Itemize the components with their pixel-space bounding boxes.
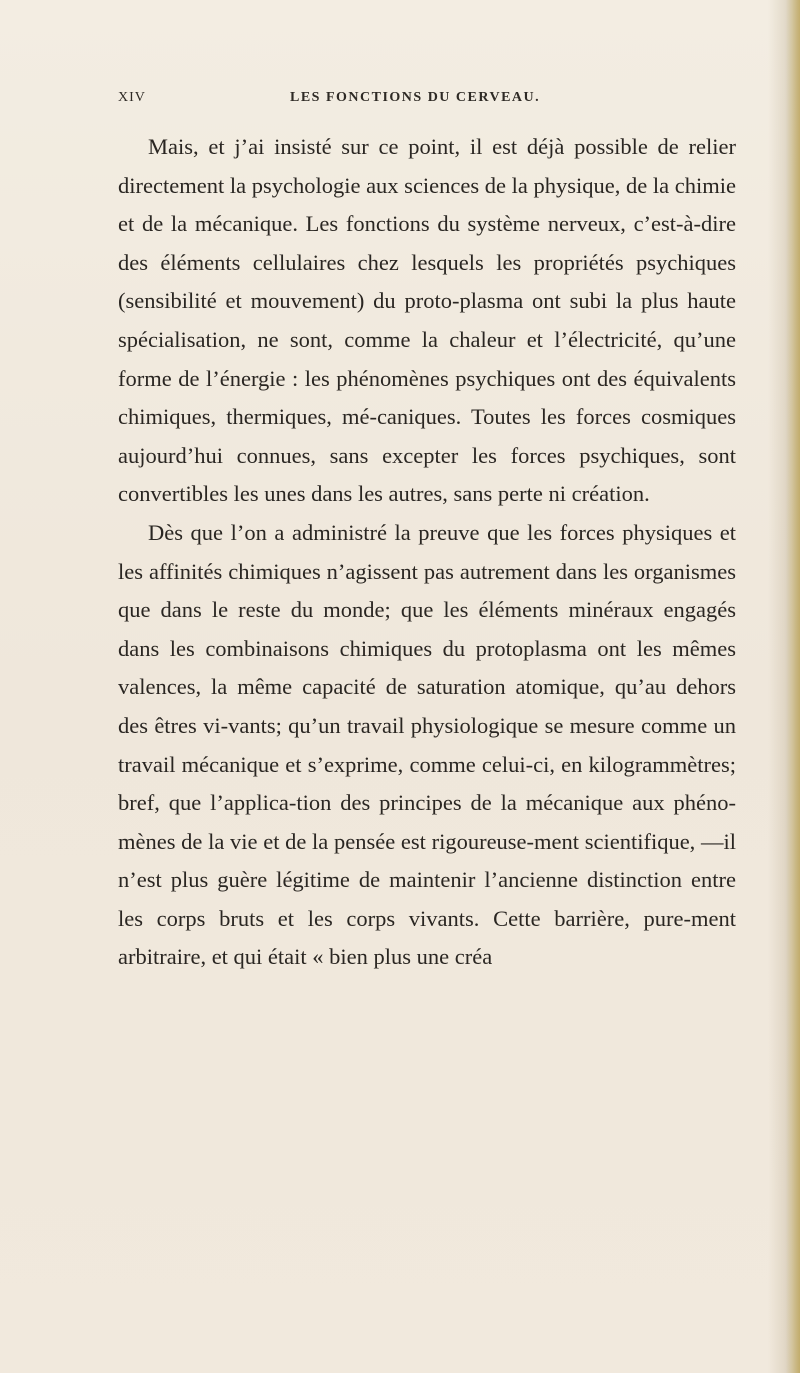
- page-edge-shadow: [786, 0, 800, 1373]
- paragraph-1: Mais, et j’ai insisté sur ce point, il est déjà possible de relier directement la psychologie aux sciences de la physique, de la chimie et de la mécanique. Les fonctions du système nerveux, c’est-à-dire des éléments cellulaires chez lesquels les propriétés psychiques (sensibilité et mouvement) du proto-plasma ont subi la plus haute spécialisation, ne sont, comme la chaleur et l’électricité, qu’une forme de l’énergie : les phénomènes psychiques ont des équivalents chimiques, thermiques, mé-caniques. Toutes les forces cosmiques aujourd’hui connues, sans excepter les forces psychiques, sont convertibles les unes dans les autres, sans perte ni création.: [118, 134, 736, 507]
- running-title: LES FONCTIONS DU CERVEAU.: [290, 90, 541, 105]
- page-number: XIV: [118, 90, 146, 105]
- body-text: [118, 128, 736, 977]
- paragraph-2: Dès que l’on a administré la preuve que les forces physiques et les affinités chimiques n’agissent pas autrement dans les organismes que dans le reste du monde; que les éléments minéraux engagés dans les combinaisons chimiques du protoplasma ont les mêmes valences, la même capacité de saturation atomique, qu’au dehors des êtres vi-vants; qu’un travail physiologique se mesure comme un travail mécanique et s’exprime, comme celui-ci, en kilogrammètres; bref, que l’applica-tion des principes de la mécanique aux phéno-mènes de la vie et de la pensée est rigoureuse-ment scientifique, —il n’est plus guère légitime de maintenir l’ancienne distinction entre les corps bruts et les corps vivants. Cette barrière, pure-ment arbitraire, et qui était « bien plus une créa: [118, 519, 736, 970]
- running-head: [118, 90, 718, 110]
